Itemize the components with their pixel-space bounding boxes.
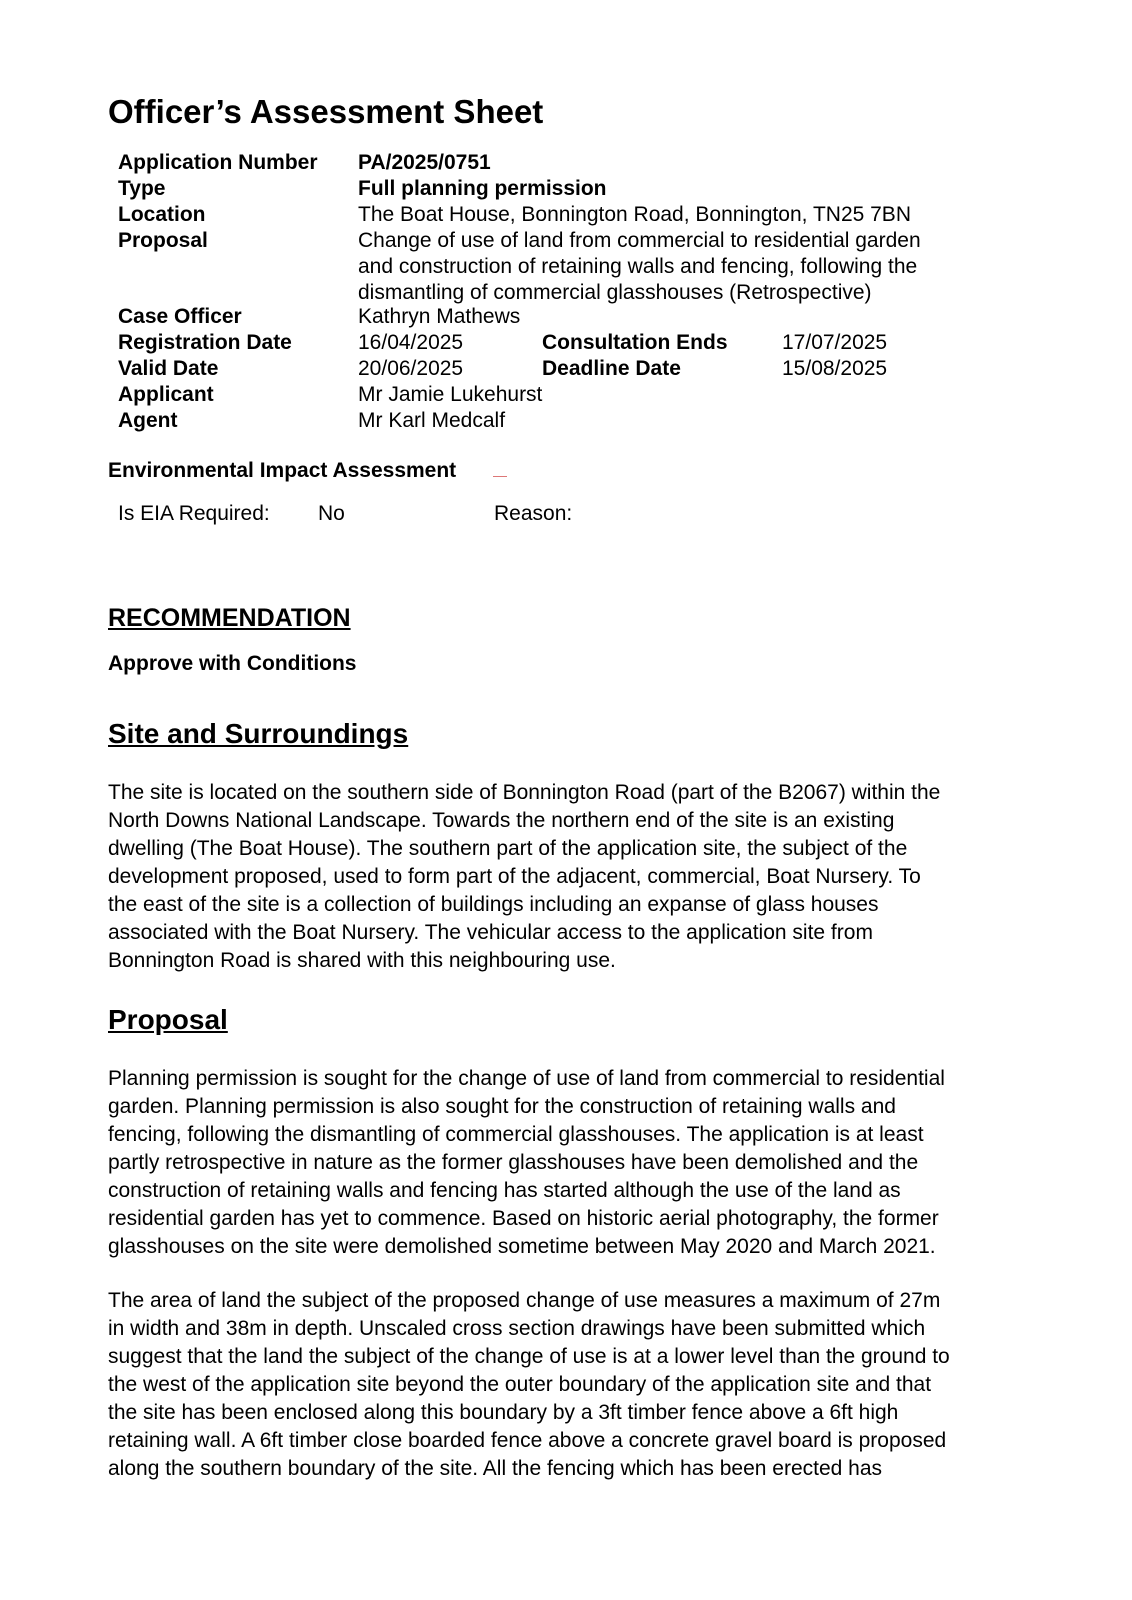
paragraph-line: development proposed, used to form part of the adjacent, commercial, Boat Nursery. To — [108, 865, 921, 888]
application-number-value: PA/2025/0751 — [358, 151, 491, 174]
case-officer-value: Kathryn Mathews — [358, 305, 521, 328]
paragraph-line: The area of land the subject of the proposed change of use measures a maximum of 27m — [108, 1289, 941, 1312]
paragraph-line: residential garden has yet to commence. Based on historic aerial photography, the former — [108, 1207, 939, 1230]
detail-label: Deadline Date — [542, 357, 681, 380]
site-paragraph — [108, 779, 1028, 975]
applicant-value: Mr Jamie Lukehurst — [358, 383, 543, 406]
site-heading: Site and Surroundings — [108, 718, 409, 749]
recommendation-heading: RECOMMENDATION — [108, 604, 351, 632]
proposal-line: and construction of retaining walls and fencing, following the — [358, 255, 918, 278]
paragraph-line: retaining wall. A 6ft timber close boarded fence above a concrete gravel board is proposed — [108, 1429, 947, 1452]
location-value: The Boat House, Bonnington Road, Bonnington, TN25 7BN — [358, 203, 911, 226]
detail-label: Case Officer — [118, 305, 242, 328]
proposal-line: dismantling of commercial glasshouses (Retrospective) — [358, 281, 872, 304]
detail-label: Registration Date — [118, 331, 292, 354]
agent-value: Mr Karl Medcalf — [358, 409, 506, 432]
paragraph-line: Planning permission is sought for the change of use of land from commercial to residential — [108, 1067, 945, 1090]
registration-date-value: 16/04/2025 — [358, 331, 464, 354]
detail-label: Application Number — [118, 151, 318, 174]
eia-mark — [493, 476, 507, 477]
eia-required-label: Is EIA Required: — [118, 502, 270, 525]
eia-required-value: No — [318, 502, 345, 525]
proposal-heading: Proposal — [108, 1004, 228, 1035]
proposal-paragraph-1 — [108, 1065, 1028, 1261]
proposal-line: Change of use of land from commercial to residential garden — [358, 229, 921, 252]
proposal-value — [358, 228, 921, 306]
paragraph-line: North Downs National Landscape. Towards the northern end of the site is an existing — [108, 809, 895, 832]
detail-label: Valid Date — [118, 357, 219, 380]
consultation-ends-value: 17/07/2025 — [782, 331, 888, 354]
paragraph-line: The site is located on the southern side of Bonnington Road (part of the B2067) within the — [108, 781, 941, 804]
paragraph-line: associated with the Boat Nursery. The vehicular access to the application site from — [108, 921, 873, 944]
detail-label: Applicant — [118, 383, 214, 406]
detail-label: Type — [118, 177, 166, 200]
proposal-paragraph-2 — [108, 1287, 1028, 1483]
paragraph-line: partly retrospective in nature as the former glasshouses have been demolished and the — [108, 1151, 919, 1174]
detail-label: Consultation Ends — [542, 331, 728, 354]
detail-label: Proposal — [118, 229, 208, 252]
paragraph-line: dwelling (The Boat House). The southern part of the application site, the subject of the — [108, 837, 908, 860]
page-title: Officer’s Assessment Sheet — [108, 93, 544, 130]
paragraph-line: along the southern boundary of the site. All the fencing which has been erected has — [108, 1457, 883, 1480]
paragraph-line: the west of the application site beyond the outer boundary of the application site and that — [108, 1373, 932, 1396]
detail-label: Agent — [118, 409, 178, 432]
eia-reason-label: Reason: — [494, 502, 573, 525]
paragraph-line: the site has been enclosed along this boundary by a 3ft timber fence above a 6ft high — [108, 1401, 899, 1424]
paragraph-line: construction of retaining walls and fencing has started although the use of the land as — [108, 1179, 901, 1202]
paragraph-line: fencing, following the dismantling of commercial glasshouses. The application is at least — [108, 1123, 924, 1146]
eia-heading: Environmental Impact Assessment — [108, 459, 457, 482]
paragraph-line: garden. Planning permission is also sought for the construction of retaining walls and — [108, 1095, 896, 1118]
paragraph-line: suggest that the land the subject of the change of use is at a lower level than the ground to — [108, 1345, 950, 1368]
paragraph-line: Bonnington Road is shared with this neighbouring use. — [108, 949, 616, 972]
valid-date-value: 20/06/2025 — [358, 357, 464, 380]
type-value: Full planning permission — [358, 177, 607, 200]
recommendation-text: Approve with Conditions — [108, 652, 357, 675]
paragraph-line: in width and 38m in depth. Unscaled cross section drawings have been submitted which — [108, 1317, 926, 1340]
paragraph-line: the east of the site is a collection of buildings including an expanse of glass houses — [108, 893, 879, 916]
deadline-date-value: 15/08/2025 — [782, 357, 888, 380]
detail-label: Location — [118, 203, 206, 226]
paragraph-line: glasshouses on the site were demolished sometime between May 2020 and March 2021. — [108, 1235, 936, 1258]
